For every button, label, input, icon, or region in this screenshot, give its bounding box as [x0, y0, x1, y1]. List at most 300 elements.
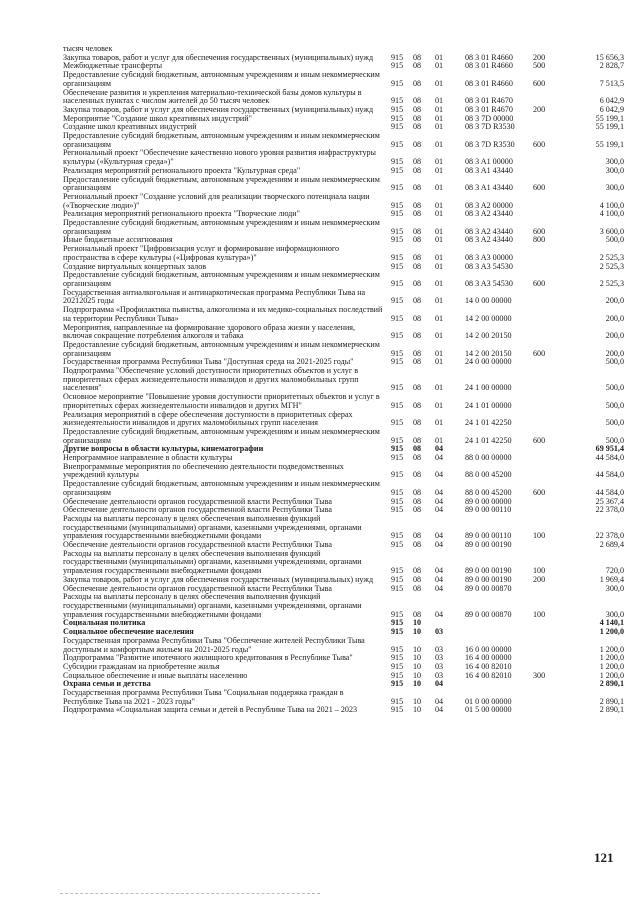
section-code-cell: 08 [413, 505, 422, 515]
target-article-code-cell: 24 1 01 42250 [465, 418, 512, 428]
expense-name-cell: Реализация мероприятий регионального проекта "Творческие люди" [63, 209, 300, 219]
subsection-code-cell: 01 [435, 122, 444, 132]
target-article-code-cell: 16 4 00 00000 [465, 653, 512, 663]
section-code-cell: 08 [413, 418, 422, 428]
amount-cell: 1 200,0 [599, 627, 624, 637]
target-article-code-cell: 89 0 00 00190 [465, 574, 512, 584]
subsection-code-cell: 01 [435, 261, 444, 271]
table-row [63, 550, 624, 576]
amount-cell: 500,0 [605, 418, 624, 428]
expense-name-cell: Подпрограмма «Профилактика пьянства, алкоголизма и их медико-социальных последствий на территории Республики Тыва» [63, 305, 383, 323]
subsection-code-cell: 01 [435, 78, 444, 88]
target-article-code-cell: 24 1 01 42250 [465, 435, 512, 445]
expense-name-cell: Социальная политика [63, 618, 146, 628]
target-article-code-cell: 08 3 A2 43440 [465, 235, 513, 245]
target-article-code-cell: 08 3 01 R4660 [465, 61, 513, 71]
target-article-code-cell [465, 619, 533, 628]
expense-type-code-cell [533, 358, 566, 367]
department-code-cell: 915 [391, 444, 404, 454]
expense-name-cell: Предоставление субсидий бюджетным, автономным учреждениям и иным некоммерческим организациям [63, 270, 380, 288]
target-article-code-cell: 24 0 00 00000 [465, 357, 512, 367]
subsection-code-cell: 03 [435, 653, 444, 663]
expense-name-cell: Предоставление субсидий бюджетным, автономным учреждениям и иным некоммерческим организациям [63, 426, 380, 445]
subsection-code-cell: 04 [435, 696, 444, 706]
target-article-code-cell: 16 0 00 00000 [465, 644, 512, 654]
section-code-cell: 08 [413, 209, 422, 219]
section-code-cell: 08 [413, 183, 422, 193]
target-article-code-cell: 88 0 00 00000 [465, 453, 512, 463]
section-code-cell: 10 [413, 696, 422, 706]
expense-type-code-cell [533, 210, 566, 219]
table-row [63, 637, 624, 654]
department-code-cell: 915 [391, 435, 404, 445]
table-row [63, 393, 624, 410]
table-row [63, 341, 624, 358]
expense-type-code-cell: 600 [533, 139, 546, 149]
target-article-code-cell: 14 0 00 00000 [465, 296, 512, 306]
department-code-cell: 915 [391, 165, 404, 175]
target-article-code-cell: 08 3 A3 54530 [465, 278, 513, 288]
amount-cell: 500,0 [605, 400, 624, 410]
section-code-cell: 08 [413, 296, 422, 306]
amount-cell: 15 656,3 [595, 52, 624, 62]
target-article-code-cell: 08 3 A1 43440 [465, 183, 513, 193]
department-code-cell: 915 [391, 139, 404, 149]
department-code-cell: 915 [391, 705, 404, 715]
target-article-code-cell: 08 3 01 R4670 [465, 104, 513, 114]
subsection-code-cell: 03 [435, 661, 444, 671]
expense-type-code-cell [533, 628, 566, 637]
expense-type-code-cell [533, 637, 566, 654]
section-code-cell: 08 [413, 531, 422, 541]
subsection-code-cell: 01 [435, 252, 444, 262]
target-article-code-cell: 08 3 01 R4660 [465, 78, 513, 88]
page-number: 121 [594, 850, 614, 865]
expense-name-cell: Обеспечение деятельности органов государственной власти Республики Тыва [63, 505, 332, 515]
amount-cell: 1 969,4 [599, 574, 624, 584]
subsection-code-cell: 01 [435, 331, 444, 341]
department-code-cell: 915 [391, 296, 404, 306]
subsection-code-cell: 01 [435, 183, 444, 193]
expense-name-cell: Подпрограмма "Развитие ипотечного жилищного кредитования в Республике Тыва" [63, 653, 353, 663]
expense-type-code-cell [533, 585, 566, 594]
subsection-code-cell: 04 [435, 609, 444, 619]
section-code-cell: 08 [413, 313, 422, 323]
amount-cell: 300,0 [605, 183, 624, 193]
section-code-cell: 08 [413, 444, 422, 454]
table-row [63, 480, 624, 497]
department-code-cell: 915 [391, 531, 404, 541]
department-code-cell: 915 [391, 609, 404, 619]
section-code-cell: 10 [413, 644, 422, 654]
subsection-code-cell: 01 [435, 113, 444, 123]
amount-cell: 300,0 [605, 157, 624, 167]
target-article-code-cell: 16 4 00 82010 [465, 661, 512, 671]
expense-name-cell: Предоставление субсидий бюджетным, автономным учреждениям и иным некоммерческим организациям [63, 174, 380, 193]
section-code-cell: 08 [413, 96, 422, 106]
amount-cell: 55 199,1 [595, 122, 624, 132]
department-code-cell: 915 [391, 226, 404, 236]
amount-cell: 1 200,0 [599, 661, 624, 671]
target-article-code-cell: 01 0 00 00000 [465, 696, 512, 706]
subsection-code-cell: 04 [435, 487, 444, 497]
expense-name-cell: Обеспечение деятельности органов государственной власти Республики Тыва [63, 540, 332, 550]
expense-name-cell: Расходы на выплаты персоналу в целях обеспечения выполнения функций государственными (муниципальными) органами, казенными учреждениями, органами управления государственными внебюджетными фондами [63, 592, 362, 619]
department-code-cell: 915 [391, 331, 404, 341]
subsection-code-cell: 04 [435, 444, 444, 454]
target-article-code-cell: 14 2 00 20150 [465, 348, 512, 358]
table-row [63, 71, 624, 88]
expense-type-code-cell [533, 263, 566, 272]
section-code-cell: 08 [413, 122, 422, 132]
expense-type-code-cell: 200 [533, 104, 546, 114]
department-code-cell: 915 [391, 200, 404, 210]
section-code-cell: 10 [413, 679, 422, 689]
expense-name-cell: Создание школ креативных индустрий [63, 122, 197, 132]
department-code-cell: 915 [391, 566, 404, 576]
department-code-cell: 915 [391, 252, 404, 262]
section-code-cell: 08 [413, 566, 422, 576]
subsection-code-cell: 01 [435, 165, 444, 175]
department-code-cell: 915 [391, 78, 404, 88]
section-code-cell: 10 [413, 705, 422, 715]
subsection-code-cell: 03 [435, 670, 444, 680]
table-row [63, 271, 624, 288]
target-article-code-cell: 88 0 00 45200 [465, 470, 512, 480]
subsection-code-cell: 01 [435, 61, 444, 71]
section-code-cell: 08 [413, 157, 422, 167]
subsection-code-cell: 04 [435, 574, 444, 584]
target-article-code-cell: 08 3 01 R4660 [465, 52, 513, 62]
subsection-code-cell: 03 [435, 627, 444, 637]
table-row [63, 219, 624, 236]
department-code-cell: 915 [391, 261, 404, 271]
table-row [63, 706, 624, 715]
expense-type-code-cell [533, 706, 566, 715]
department-code-cell: 915 [391, 383, 404, 393]
expense-type-code-cell [533, 445, 566, 454]
amount-cell: 200,0 [605, 313, 624, 323]
expense-type-code-cell [533, 324, 566, 341]
expense-name-cell: Предоставление субсидий бюджетным, автономным учреждениям и иным некоммерческим организациям [63, 339, 380, 358]
amount-cell: 22 378,0 [595, 531, 624, 541]
expense-type-code-cell: 600 [533, 348, 546, 358]
section-code-cell: 08 [413, 435, 422, 445]
amount-cell: 22 378,0 [595, 505, 624, 515]
expense-name-cell: Подпрограмма "Обеспечение условий доступности приоритетных объектов и услуг в приоритетных сферах жизнедеятельности инвалидов и других маломобильных групп населения" [63, 366, 359, 393]
subsection-code-cell: 01 [435, 157, 444, 167]
amount-cell: 44 584,0 [595, 487, 624, 497]
department-code-cell: 915 [391, 400, 404, 410]
department-code-cell: 915 [391, 644, 404, 654]
expense-name-cell: Подпрограмма «Социальная защита семьи и детей в Республике Тыва на 2021 – 2023 [63, 705, 358, 715]
target-article-code-cell: 08 3 7D R3530 [465, 122, 515, 132]
expense-name-cell: Региональный проект "Обеспечение качественно нового уровня развития инфраструктуры культуры («Культурная среда»)" [63, 148, 376, 167]
table-row [63, 689, 624, 706]
expense-type-code-cell [533, 115, 566, 124]
amount-cell: 25 367,4 [595, 496, 624, 506]
section-code-cell: 08 [413, 574, 422, 584]
department-code-cell: 915 [391, 505, 404, 515]
subsection-code-cell: 01 [435, 52, 444, 62]
department-code-cell: 915 [391, 661, 404, 671]
target-article-code-cell: 24 1 00 00000 [465, 383, 512, 393]
expense-name-cell: Государственная программа Республики Тыва "Доступная среда на 2021-2025 годы" [63, 357, 354, 367]
section-code-cell: 08 [413, 139, 422, 149]
expense-type-code-cell: 300 [533, 670, 546, 680]
subsection-code-cell: 01 [435, 104, 444, 114]
expense-name-cell: Региональный проект "Цифровизация услуг и формирование информационного пространства в сфере культуры («Цифровая культура»)" [63, 244, 340, 262]
table-row [63, 193, 624, 210]
subsection-code-cell: 01 [435, 200, 444, 210]
subsection-code-cell: 04 [435, 583, 444, 593]
expense-type-code-cell: 100 [533, 609, 546, 619]
subsection-code-cell: 01 [435, 209, 444, 219]
expense-type-code-cell: 200 [533, 574, 546, 584]
department-code-cell: 915 [391, 540, 404, 550]
subsection-code-cell: 04 [435, 540, 444, 550]
department-code-cell: 915 [391, 574, 404, 584]
section-code-cell: 10 [413, 670, 422, 680]
subsection-code-cell: 01 [435, 296, 444, 306]
amount-cell: 55 199,1 [595, 139, 624, 149]
table-row [63, 132, 624, 149]
expense-type-code-cell [533, 541, 566, 550]
expense-type-code-cell [533, 411, 566, 428]
department-code-cell: 915 [391, 113, 404, 123]
expense-type-code-cell: 800 [533, 235, 546, 245]
section-code-cell: 08 [413, 235, 422, 245]
target-article-code-cell [465, 628, 533, 637]
expense-name-cell: Мероприятия, направленные на формирование здорового образа жизни у населения, включая сокращение потребления алкоголя и табака [63, 322, 356, 341]
expense-name-cell: Закупка товаров, работ и услуг для обеспечения государственных (муниципальных) нужд [63, 574, 374, 584]
target-article-code-cell: 08 3 7D 00000 [465, 113, 514, 123]
expense-type-code-cell: 100 [533, 531, 546, 541]
subsection-code-cell: 04 [435, 496, 444, 506]
subsection-code-cell: 04 [435, 453, 444, 463]
section-code-cell: 08 [413, 487, 422, 497]
amount-cell: 69 951,4 [595, 444, 624, 454]
expense-type-code-cell [533, 167, 566, 176]
expense-type-code-cell: 100 [533, 566, 546, 576]
subsection-code-cell: 01 [435, 226, 444, 236]
subsection-code-cell: 01 [435, 418, 444, 428]
target-article-code-cell: 08 3 A1 43440 [465, 165, 513, 175]
expense-name-cell: Государственная программа Республики Тыва "Обеспечение жителей Республики Тыва доступным и комфортным жильем на 2021-2025 годы" [63, 635, 365, 654]
table-row [63, 306, 624, 323]
amount-cell: 300,0 [605, 609, 624, 619]
target-article-code-cell: 08 3 A3 00000 [465, 252, 513, 262]
amount-cell: 55 199,1 [595, 113, 624, 123]
expense-type-code-cell [533, 306, 566, 323]
section-code-cell: 08 [413, 609, 422, 619]
section-code-cell: 08 [413, 104, 422, 114]
expense-type-code-cell [533, 367, 566, 393]
expense-name-cell: Обеспечение деятельности органов государственной власти Республики Тыва [63, 583, 332, 593]
expense-name-cell: Предоставление субсидий бюджетным, автономным учреждениям и иным некоммерческим организациям [63, 479, 380, 497]
expense-name-cell: Основное мероприятие "Повышение уровня доступности приоритетных объектов и услуг в приоритетных сферах жизнедеятельности инвалидов и других МГН" [63, 392, 380, 410]
table-row [63, 411, 624, 428]
department-code-cell: 915 [391, 418, 404, 428]
target-article-code-cell: 88 0 00 45200 [465, 487, 512, 497]
section-code-cell: 08 [413, 78, 422, 88]
department-code-cell: 915 [391, 157, 404, 167]
section-code-cell: 08 [413, 261, 422, 271]
section-code-cell: 08 [413, 496, 422, 506]
amount-cell: 2 525,3 [599, 278, 624, 288]
expense-name-cell: Социальное обеспечение и иные выплаты населению [63, 670, 248, 680]
subsection-code-cell: 01 [435, 96, 444, 106]
expense-name-cell: Социальное обеспечение населения [63, 627, 194, 637]
subsection-code-cell: 01 [435, 313, 444, 323]
expense-type-code-cell [533, 289, 566, 306]
target-article-code-cell: 24 1 01 00000 [465, 400, 512, 410]
amount-cell: 720,0 [605, 566, 624, 576]
section-code-cell: 08 [413, 331, 422, 341]
amount-cell: 6 042,9 [599, 104, 624, 114]
target-article-code-cell: 89 0 00 00190 [465, 566, 512, 576]
amount-cell: 500,0 [605, 383, 624, 393]
amount-cell: 1 200,0 [599, 653, 624, 663]
section-code-cell: 08 [413, 52, 422, 62]
target-article-code-cell: 89 0 00 00870 [465, 609, 512, 619]
department-code-cell: 915 [391, 583, 404, 593]
table-row [63, 515, 624, 541]
amount-cell: 4 100,0 [599, 209, 624, 219]
section-code-cell: 08 [413, 165, 422, 175]
expense-name-cell: Расходы на выплаты персоналу в целях обеспечения выполнения функций государственными (муниципальными) органами, казенными учреждениями, органами управления государственными внебюджетными фондами [63, 513, 362, 541]
expense-name-cell: Субсидии гражданам на приобретение жилья [63, 661, 220, 671]
table-row [63, 463, 624, 480]
expense-name-cell: Закупка товаров, работ и услуг для обеспечения государственных (муниципальных) нужд [63, 104, 374, 114]
department-code-cell: 915 [391, 470, 404, 480]
table-row [63, 324, 624, 341]
expense-type-code-cell: 200 [533, 52, 546, 62]
expense-type-code-cell [533, 123, 566, 132]
section-code-cell: 10 [413, 627, 422, 637]
table-row [63, 289, 624, 306]
target-article-code-cell: 14 2 00 00000 [465, 313, 512, 323]
expense-name-cell: Закупка товаров, работ и услуг для обеспечения государственных (муниципальных) нужд [63, 52, 374, 62]
target-article-code-cell [465, 680, 533, 689]
department-code-cell: 915 [391, 61, 404, 71]
amount-cell: 500,0 [605, 357, 624, 367]
department-code-cell: 915 [391, 52, 404, 62]
target-article-code-cell: 08 3 A2 43440 [465, 209, 513, 219]
department-code-cell: 915 [391, 348, 404, 358]
target-article-code-cell: 89 0 00 00190 [465, 540, 512, 550]
expense-type-code-cell [533, 498, 566, 507]
section-code-cell: 08 [413, 383, 422, 393]
section-code-cell: 08 [413, 400, 422, 410]
amount-cell: 4 100,0 [599, 200, 624, 210]
table-row [63, 89, 624, 106]
expense-type-code-cell [533, 654, 566, 663]
subsection-code-cell: 01 [435, 383, 444, 393]
expense-type-code-cell: 600 [533, 278, 546, 288]
department-code-cell: 915 [391, 696, 404, 706]
table-row [63, 149, 624, 166]
budget-table [63, 45, 624, 715]
section-code-cell: 08 [413, 453, 422, 463]
target-article-code-cell: 08 3 A1 00000 [465, 157, 513, 167]
expense-name-cell: Обеспечение развития и укрепления материально-технической базы домов культуры в населенных пунктах с числом жителей до 50 тысяч человек [63, 87, 362, 106]
amount-cell: 200,0 [605, 331, 624, 341]
subsection-code-cell: 01 [435, 139, 444, 149]
subsection-code-cell: 03 [435, 644, 444, 654]
subsection-code-cell: 01 [435, 278, 444, 288]
department-code-cell: 915 [391, 653, 404, 663]
department-code-cell: 915 [391, 357, 404, 367]
expense-type-code-cell [533, 89, 566, 106]
section-code-cell: 10 [413, 618, 422, 628]
department-code-cell: 915 [391, 313, 404, 323]
department-code-cell: 915 [391, 122, 404, 132]
amount-cell: 200,0 [605, 348, 624, 358]
amount-cell: 44 584,0 [595, 453, 624, 463]
expense-name-cell: Внепрограммные мероприятия по обеспечению деятельности подведомственных учреждений культуры [63, 461, 344, 480]
section-code-cell: 08 [413, 583, 422, 593]
department-code-cell: 915 [391, 235, 404, 245]
section-code-cell: 08 [413, 357, 422, 367]
section-code-cell: 08 [413, 540, 422, 550]
amount-cell: 2 890,1 [599, 679, 624, 689]
amount-cell: 2 828,7 [599, 61, 624, 71]
subsection-code-cell: 01 [435, 357, 444, 367]
target-article-code-cell: 08 3 7D R3530 [465, 139, 515, 149]
section-code-cell: 08 [413, 348, 422, 358]
amount-cell: 2 689,4 [599, 540, 624, 550]
amount-cell: 4 140,1 [599, 618, 624, 628]
expense-type-code-cell: 600 [533, 183, 546, 193]
target-article-code-cell: 89 0 00 00870 [465, 583, 512, 593]
expense-name-cell: Непрограммное направление в области культуры [63, 453, 233, 463]
section-code-cell: 08 [413, 252, 422, 262]
expense-name-cell: Предоставление субсидий бюджетным, автономным учреждениям и иным некоммерческим организациям [63, 218, 380, 236]
section-code-cell: 10 [413, 653, 422, 663]
expense-name-cell: Государственная антиалкогольная и антинаркотическая программа Республики Тыва на 20212025 годы [63, 287, 366, 306]
amount-cell: 2 890,1 [599, 696, 624, 706]
section-code-cell: 08 [413, 278, 422, 288]
section-code-cell: 08 [413, 470, 422, 480]
expense-type-code-cell: 600 [533, 226, 546, 236]
expense-type-code-cell: 500 [533, 61, 546, 71]
target-article-code-cell: 08 3 A3 54530 [465, 261, 513, 271]
subsection-code-cell: 04 [435, 679, 444, 689]
amount-cell: 6 042,9 [599, 96, 624, 106]
section-code-cell: 08 [413, 61, 422, 71]
expense-type-code-cell [533, 689, 566, 706]
expense-name-cell: Создание виртуальных концертных залов [63, 261, 207, 271]
target-article-code-cell: 16 4 00 82010 [465, 670, 512, 680]
target-article-code-cell: 01 5 00 00000 [465, 705, 512, 715]
expense-name-cell: Предоставление субсидий бюджетным, автономным учреждениям и иным некоммерческим организациям [63, 131, 380, 149]
section-code-cell: 08 [413, 200, 422, 210]
expense-type-code-cell: 600 [533, 435, 546, 445]
expense-type-code-cell [533, 506, 566, 515]
subsection-code-cell: 04 [435, 531, 444, 541]
amount-cell: 44 584,0 [595, 470, 624, 480]
department-code-cell: 915 [391, 670, 404, 680]
table-row [63, 245, 624, 262]
expense-name-cell: Реализация мероприятий регионального проекта "Культурная среда" [63, 165, 301, 175]
table-row [63, 428, 624, 445]
section-code-cell: 10 [413, 661, 422, 671]
subsection-code-cell: 01 [435, 435, 444, 445]
subsection-code-cell: 04 [435, 705, 444, 715]
department-code-cell: 915 [391, 618, 404, 628]
expense-name-cell: Межбюджетные трансферты [63, 61, 163, 71]
